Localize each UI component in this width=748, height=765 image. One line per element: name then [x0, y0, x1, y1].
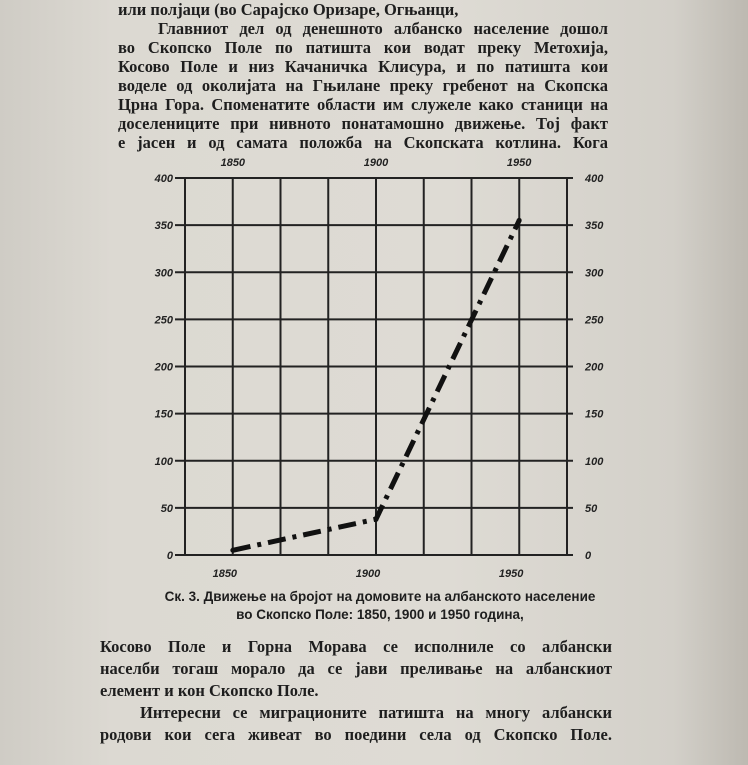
y-tick-label-right: 400: [585, 173, 604, 185]
y-tick-label-left: 350: [154, 220, 173, 233]
figure-caption: [150, 588, 610, 624]
x-tick-label-top: 1900: [363, 157, 389, 169]
data-point: [230, 548, 235, 553]
x-tick-label-top: 1950: [506, 157, 532, 169]
y-tick-label-left: 400: [154, 173, 173, 185]
y-tick-label-right: 150: [585, 408, 604, 421]
y-tick-label-left: 100: [154, 455, 173, 468]
text-line: Главниот дел од денешното албанско население дошол: [158, 19, 608, 38]
y-tick-label-left: 200: [154, 361, 173, 374]
text-line: Црна Гора. Споменатите области им служеле како станици на: [118, 95, 608, 114]
y-tick-label-right: 200: [585, 361, 604, 374]
caption-line-1: Ск. 3. Движење на бројот на домовите на албанското население: [164, 589, 596, 604]
text-line: Косово Поле и Горна Морава се исполниле со албански: [100, 637, 612, 656]
x-tick-label-bottom: 1850: [212, 568, 238, 580]
y-tick-label-right: 50: [585, 502, 598, 515]
caption-line-2: во Скопско Поле: 1850, 1900 и 1950 година,: [236, 607, 524, 622]
x-tick-label-bottom: 1950: [498, 568, 524, 580]
y-tick-label-right: 0: [585, 550, 592, 562]
text-line: Интересни се миграционите патишта на многу албански: [140, 703, 612, 722]
text-line: во Скопско Поле по патишта кои водат преку Метохија,: [118, 38, 608, 57]
text-line: родови кои сега живеат во поедини села од Скопско Поле.: [100, 725, 612, 744]
y-tick-label-left: 50: [160, 502, 173, 515]
chart-grid: [175, 178, 573, 555]
bottom-paragraph: [100, 636, 612, 746]
y-tick-label-right: 100: [585, 455, 604, 468]
y-tick-label-left: 250: [154, 314, 173, 327]
y-tick-label-left: 0: [166, 550, 173, 562]
text-line: населби тогаш морало да се јави преливање на албанскиот: [100, 659, 612, 678]
text-line: или полјаци (во Сарајско Оризаре, Огњанци,: [118, 0, 459, 19]
y-tick-label-left: 300: [154, 267, 173, 280]
y-tick-label-right: 350: [585, 220, 604, 233]
text-line: елемент и кон Скопско Поле.: [100, 681, 319, 700]
text-line: воделе од околијата на Гњилане преку гребенот на Скопска: [118, 76, 608, 95]
text-line: Косово Поле и низ Качаничка Клисура, и по патишта кои: [118, 57, 608, 76]
x-tick-label-bottom: 1900: [355, 568, 381, 580]
y-tick-label-left: 150: [154, 408, 173, 421]
data-point: [517, 218, 522, 223]
y-tick-label-right: 300: [585, 267, 604, 280]
x-tick-label-top: 1850: [220, 157, 246, 169]
text-line: е јасен и од самата положба на Скопската котлина. Кога: [118, 133, 608, 152]
data-point: [374, 517, 379, 522]
y-tick-label-right: 250: [585, 314, 604, 327]
text-line: доселениците при нивното понатамошно движење. Тој факт: [118, 114, 608, 133]
